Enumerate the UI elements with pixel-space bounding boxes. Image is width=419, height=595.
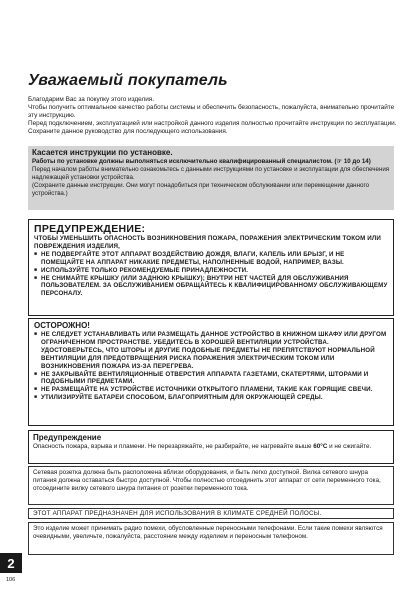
warning-heading: ПРЕДУПРЕЖДЕНИЕ:	[34, 223, 146, 235]
precaution-text-start: Опасность пожара, взрыва и пламени. Не перезаряжайте, не разбирайте, не нагревайте выше	[33, 443, 314, 450]
caution-item: ■ НЕ ЗАКРЫВАЙТЕ ВЕНТИЛЯЦИОННЫЕ ОТВЕРСТИЯ АППАРАТА ГАЗЕТАМИ, СКАТЕРТЯМИ, ШТОРАМИ И ПОДОБНЫМИ ПРЕДМЕТАМИ.	[34, 371, 388, 387]
installation-qualified-note: Работы по установке должны выполняться исключительно квалифицированный специалистом. (☞ 10 до 14)	[32, 158, 371, 165]
page-number: 106	[6, 577, 16, 583]
warning-item: ■ НЕ СНИМАЙТЕ КРЫШКУ (ИЛИ ЗАДНЮЮ КРЫШКУ); ВНУТРИ НЕТ ЧАСТЕЙ ДЛЯ ОБСЛУЖИВАНИЯ ПОЛЬЗОВАТЕЛЕМ. ЗА ОБСЛУЖИВАНИЕМ ОБРАЩАЙТЕСЬ К КВАЛИФИЦИРОВАННОМУ ОБСЛУЖИВАЮЩЕМУ ПЕРСОНАЛУ.	[34, 275, 388, 299]
intro-line: Сохраните данное руководство для последующего использования.	[28, 128, 228, 136]
installation-keep-note: (Сохраните данные инструкции. Они могут понадобиться при техническом обслуживании или перемещении данного устройства.)	[32, 181, 370, 197]
intro-line: Благодарим Вас за покупку этого изделия.	[28, 96, 155, 103]
warning-lead: ЧТОБЫ УМЕНЬШИТЬ ОПАСНОСТЬ ВОЗНИКНОВЕНИЯ ПОЖАРА, ПОРАЖЕНИЯ ЭЛЕКТРИЧЕСКИМ ТОКОМ ИЛИ ПОВРЕЖДЕНИЯ ИЗДЕЛИЯ,	[34, 235, 381, 250]
socket-notice-box	[28, 466, 394, 505]
installation-read-note: Перед началом работы внимательно ознакомьтесь с данными инструкциями по установке и эксплуатации для обеспечения надлежащей установки устройства.	[32, 165, 390, 181]
precaution-heading: Предупреждение	[33, 433, 102, 442]
climate-notice-text: ЭТОТ АППАРАТ ПРЕДНАЗНАЧЕН ДЛЯ ИСПОЛЬЗОВАНИЯ В КЛИМАТЕ СРЕДНЕЙ ПОЛОСЫ.	[33, 510, 322, 517]
radio-interference-box	[28, 522, 394, 555]
caution-item: ■ НЕ РАЗМЕЩАЙТЕ НА УСТРОЙСТВЕ ИСТОЧНИКИ ОТКРЫТОГО ПЛАМЕНИ, ТАКИЕ КАК ГОРЯЩИЕ СВЕЧИ.	[34, 386, 388, 394]
intro-line: Перед подключением, эксплуатацией или настройкой данного изделия полностью прочитайте инструкции по эксплуатации.	[28, 120, 397, 128]
installation-notice-box	[28, 146, 394, 210]
precaution-box	[28, 430, 394, 464]
installation-notice-heading: Касается инструкции по установке.	[32, 148, 173, 157]
warning-item: ■ НЕ ПОДВЕРГАЙТЕ ЭТОТ АППАРАТ ВОЗДЕЙСТВИЮ ДОЖДЯ, ВЛАГИ, КАПЕЛЬ ИЛИ БРЫЗГ, И НЕ ПОМЕЩАЙТЕ НА АППАРАТ НИКАКИЕ ПРЕДМЕТЫ, НАПОЛНЕННЫЕ ВОДОЙ, НАПРИМЕР, ВАЗЫ.	[34, 251, 388, 267]
radio-interference-text: Это изделие может принимать радио помехи, обусловленные переносными телефонами. Если такие помехи являются очевидными, увеличьте, пожалуйста, расстояние между изделием и переносным телефоном.	[33, 525, 383, 540]
warning-box	[28, 219, 394, 316]
caution-heading: ОСТОРОЖНО!	[34, 321, 90, 330]
caution-item: ■ НЕ СЛЕДУЕТ УСТАНАВЛИВАТЬ ИЛИ РАЗМЕЩАТЬ ДАННОЕ УСТРОЙСТВО В КНИЖНОМ ШКАФУ ИЛИ ДРУГОМ ОГРАНИЧЕННОМ ПРОСТРАНСТВЕ. УБЕДИТЕСЬ В ХОРОШЕЙ ВЕНТИЛЯЦИИ УСТРОЙСТВА. УДОСТОВЕРЬТЕСЬ, ЧТО ШТОРЫ И ДРУГИЕ ПОДОБНЫЕ ПРЕДМЕТЫ НЕ ПРЕПЯТСТВУЮТ НОРМАЛЬНОЙ ВЕНТИЛЯЦИИ ДЛЯ ПРЕДОТВРАЩЕНИЯ РИСКА ПОРАЖЕНИЯ ЭЛЕКТРИЧЕСКИМ ТОКОМ ИЛИ ВОЗНИКНОВЕНИЯ ПОЖАРА ИЗ-ЗА ПЕРЕГРЕВА.	[34, 331, 388, 371]
intro-text	[28, 96, 400, 136]
intro-line: Чтобы получить оптимальное качество работы системы и обеспечить безопасность, пожалуйста, внимательно прочитайте эту инструкцию.	[28, 104, 395, 120]
climate-notice-box	[28, 508, 394, 519]
section-tab: 2	[0, 553, 22, 573]
caution-box	[28, 318, 394, 426]
precaution-text	[33, 443, 389, 451]
precaution-text-end: и не сжигайте.	[327, 443, 372, 450]
caution-item: ■ УТИЛИЗИРУЙТЕ БАТАРЕИ СПОСОБОМ, БЛАГОПРИЯТНЫМ ДЛЯ ОКРУЖАЮЩЕЙ СРЕДЫ.	[34, 394, 388, 402]
precaution-temperature: 60°C	[313, 443, 328, 450]
socket-notice-text: Сетевая розетка должна быть расположена вблизи оборудования, и быть легко доступной. Вилка сетевого шнура питания должна оставаться быстро доступной. Чтобы полностью отсоединить этот аппарат от сети переменного тока, отсоедините вилку сетевого шнура питания от розетки переменного тока.	[33, 469, 381, 492]
warning-item: ■ ИСПОЛЬЗУЙТЕ ТОЛЬКО РЕКОМЕНДУЕМЫЕ ПРИНАДЛЕЖНОСТИ.	[34, 267, 388, 275]
page-title: Уважаемый покупатель	[28, 72, 228, 89]
